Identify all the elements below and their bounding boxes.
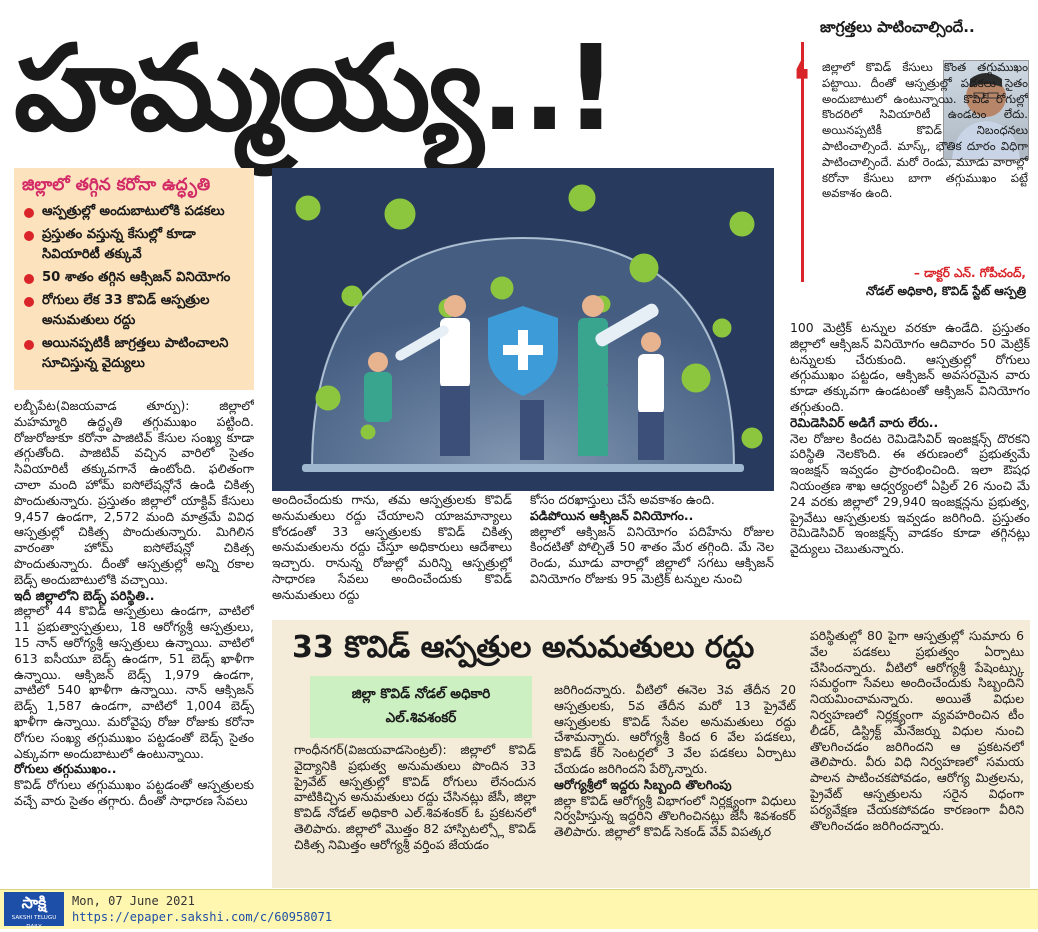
highlight-item: ఆస్పత్రుల్లో అందుబాటులోకి పడకలు xyxy=(22,202,246,222)
paragraph: జరిగిందన్నారు. వీటిలో ఈనెల 3వ తేదీన 20 ఆస్పత్రులకు, 5వ తేదీన మరో 13 ప్రైవేట్ ఆస్పత్రులకు కొవిడ్ సేవల అనుమతులు రద్దు చేశామన్నారు. ఆరోగ్యశ్రీ కింద 6 వేల పడకలు, కొవిడ్ కేర్ సెంటర్లలో 3 వేల పడకలు ఏర్పాటు చేయడం జరిగిందని పేర్కొన్నారు. xyxy=(554,682,796,776)
side-quote xyxy=(790,18,1030,300)
highlight-item: అయినప్పటికీ జాగ్రత్తలు పాటించాలని సూచిస్తున్న వైద్యులు xyxy=(22,334,246,374)
paragraph: 100 మెట్రిక్ టన్నుల వరకూ ఉండేది. ప్రస్తుతం జిల్లాలో ఆక్సిజన్ వినియోగం ఆదివారం 50 మెట్రిక్ టన్నులకు చేరుకుంది. ఆస్పత్రుల్లో రోగులు తగ్గుముఖం పట్టడం, ఆక్సిజన్ అవసరమైన వారు కూడా తక్కువగా ఉండటంతో ఆక్సిజన్ వినియోగం తగ్గుతుంది. xyxy=(790,320,1030,414)
side-quote-author-role: నోడల్ అధికారి, కొవిడ్ స్టేట్ ఆస్పత్రి xyxy=(865,284,1026,298)
sakshi-logo xyxy=(4,892,64,930)
side-quote-body: జిల్లాలో కొవిడ్ కేసులు కొంత తగ్గుముఖం పట్టాయి. దీంతో ఆస్పత్రుల్లో పడకలు సైతం అందుబాటులో ఉంటున్నాయి. కొవిడ్ రోగుల్లో కొందరిలో సివియారిటీ ఉండటం లేదు. అయినప్పటికీ కొవిడ్ నిబంధనలు పాటించాల్సిందే. మాస్క్, భౌతిక దూరం విధిగా పాటించాల్సిందే. మరో రెండు, మూడు వారాల్లో కరోనా కేసులు బాగా తగ్గుముఖం పట్టే అవకాశం ఉంది. xyxy=(822,60,1028,201)
subheading: రెమిడెసివిర్ అడిగే వారు లేరు.. xyxy=(790,414,939,430)
subheading: రోగులు తగ్గుముఖం.. xyxy=(14,761,117,777)
footer-date: Mon, 07 June 2021 xyxy=(72,894,195,908)
article-column-2 xyxy=(272,492,512,610)
story2-headline: 33 కొవిడ్ ఆస్పత్రుల అనుమతులు రద్దు xyxy=(292,630,755,665)
article-column-4 xyxy=(790,320,1030,610)
subheading: పడిపోయిన ఆక్సిజన్ వినియోగం.. xyxy=(530,507,694,523)
article-column-1 xyxy=(14,398,254,884)
highlights-list xyxy=(22,202,246,374)
paragraph: కొవిడ్ రోగులు తగ్గుముఖం పట్టడంతో ఆస్పత్రులకు వచ్చే వారు సైతం తగ్గారు. దీంతో సాధారణ సేవలు xyxy=(14,777,254,808)
main-headline: హమ్మయ్య..! xyxy=(14,19,615,157)
paragraph: జిల్లాలో 44 కొవిడ్ ఆస్పత్రులు ఉండగా, వాటిలో 11 ప్రభుత్వాస్పత్రులు, 18 ఆరోగ్యశ్రీ ఆస్పత్రులు, 15 నాన్ ఆరోగ్యశ్రీ ఆస్పత్రులు ఉన్నాయి. వాటిలో 613 ఐసీయూ బెడ్స్ ఉండగా, 51 బెడ్స్ ఖాళీగా ఉన్నాయి. ఆక్సిజన్ బెడ్స్ 1,979 ఉండగా, వాటిలో 540 ఖాళీగా ఉన్నాయి. నాన్ ఆక్సిజన్ బెడ్స్ 1,587 ఉండగా, వాటిలో 1,004 బెడ్స్ ఖాళీగా ఉన్నాయి. మరోవైపు రోజు రోజుకు కరోనా రోగుల సంఖ్య తగ్గుముఖం పట్టడంతో బెడ్స్ సైతం ఎక్కువగా అందుబాటులో ఉంటున్నాయి. xyxy=(14,603,254,761)
logo-text: సాక్షి xyxy=(21,893,47,912)
article-column-3 xyxy=(530,492,774,610)
author-line: జిల్లా కొవిడ్ నోడల్ అధికారి xyxy=(351,686,491,702)
paragraph: జిల్లాలో ఆక్సిజన్ వినియోగం పదిహేను రోజుల కిందటితో పోల్చితే 50 శాతం మేర తగ్గింది. మే నెల రెండు, మూడు వారాల్లో జిల్లాలో సగటు ఆక్సిజన్ వినియోగం రోజుకు 95 మెట్రిక్ టన్నుల నుంచి xyxy=(530,523,774,586)
highlights-box xyxy=(14,168,254,390)
illustration xyxy=(272,168,774,491)
highlights-title: జిల్లాలో తగ్గిన కరోనా ఉద్ధృతి xyxy=(22,175,211,195)
story2-column-1 xyxy=(294,742,536,884)
author-name: ఎల్.శివశంకర్ xyxy=(385,710,457,726)
highlight-item: ప్రస్తుతం వస్తున్న కేసుల్లో కూడా సివియారిటీ తక్కువే xyxy=(22,225,246,265)
highlight-item: రోగులు లేక 33 కొవిడ్ ఆస్పత్రుల అనుమతులు రద్దు xyxy=(22,291,246,331)
side-quote-title: జాగ్రత్తలు పాటించాల్సిందే.. xyxy=(820,18,975,36)
highlight-item: 50 శాతం తగ్గిన ఆక్సిజన్ వినియోగం xyxy=(22,268,246,288)
paragraph: కోసం దరఖాస్తులు చేసే అవకాశం ఉంది. xyxy=(530,492,715,507)
subheading: ఆరోగ్యశ్రీలో ఇద్దరు సిబ్బంది తొలగింపు xyxy=(554,776,732,792)
subheading: ఇదీ జిల్లాలోని బెడ్స్ పరిస్థితి.. xyxy=(14,587,155,603)
virus-shield-illustration xyxy=(272,168,774,491)
quote-mark-icon: ❛ xyxy=(792,50,811,113)
story2-column-3 xyxy=(810,628,1024,884)
story2-author-box xyxy=(310,676,532,738)
side-quote-author: – డాక్టర్ ఎన్. గోపీచంద్, xyxy=(913,266,1026,280)
paragraph: పరిస్థితుల్లో 80 పైగా ఆస్పత్రుల్లో సుమారు 6 వేల పడకలు ప్రభుత్వం ఏర్పాటు చేసిందన్నారు. వీటిలో ఆరోగ్యశ్రీ పేషెంట్స్కు సమర్థంగా సేవలు అందించేందుకు సిబ్బందిని నియమించామన్నారు. అయితే విధుల నిర్వహణలో నిర్లక్ష్యంగా వ్యవహరించిన టీం లీడర్, డిస్ట్రిక్ట్ మేనేజర్ను విధుల నుంచి తొలగించడం జరిగిందని ఆ ప్రకటనలో తెలిపారు. వీరు విధి నిర్వహణలో సమయ పాలన పాటించకపోవడం, ఆరోగ్య మిత్రలను, ప్రైవేట్ ఆస్పత్రులను సరైన విధంగా పర్యవేక్షణ చేయకపోవడం కారణంగా వీరిని తొలగించడం జరిగిందన్నారు. xyxy=(810,628,1024,833)
story2-column-2 xyxy=(554,682,796,884)
paragraph: గాంధీనగర్(విజయవాడసెంట్రల్): జిల్లాలో కొవిడ్ వైద్యానికి ప్రభుత్వ అనుమతులు పొందిన 33 ప్రైవేట్ ఆస్పత్రుల్లో కొవిడ్ రోగులు లేనందున వాటికిచ్చిన అనుమతులు రద్దు చేసినట్లు జేసీ, జిల్లా కొవిడ్ నోడల్ అధికారి ఎల్.శివశంకర్ ఓ ప్రకటనలో తెలిపారు. జిల్లాలో మొత్తం 82 హాస్పిటల్స్లో కొవిడ్ చికిత్స నిమిత్తం ఆరోగ్యశ్రీ వర్తింప జేయడం xyxy=(294,742,536,852)
paragraph: లబ్బీపేట(విజయవాడ తూర్పు): జిల్లాలో మహమ్మారి ఉద్ధృతి తగ్గుముఖం పట్టింది. రోజురోజుకూ కరోనా పాజిటివ్ కేసుల సంఖ్య కూడా తగ్గుతోంది. పాజిటివ్ వచ్చిన వారిలో సైతం సివియారిటీ తక్కువగానే ఉంటోంది. ఫలితంగా చాలా మంది హోమ్ ఐసోలేషన్లోనే ఉండి చికిత్స పొందుతున్నారు. ప్రస్తుతం జిల్లాలో యాక్టివ్ కేసులు 9,457 ఉండగా, 2,572 మంది మాత్రమే వివిధ ఆస్పత్రుల్లో చికిత్స పొందుతున్నారు. మిగిలిన వారంతా హోమ్ ఐసోలేషన్లో చికిత్స పొందుతున్నారు. దీంతో ఆస్పత్రుల్లో అన్ని రకాల బెడ్స్ అందుబాటులోకి వచ్చాయి. xyxy=(14,398,254,587)
logo-subtext: SAKSHI TELUGU DAILY xyxy=(11,915,57,930)
paragraph: నెల రోజుల కిందట రెమిడెసివిర్ ఇంజక్షన్స్ దొరకని పరిస్థితి నెలకొంది. ఈ తరుణంలో ప్రభుత్వమే ఇంజక్షన్ ఇవ్వడం ప్రారంభించింది. ఇలా ఔషధ నియంత్రణ శాఖ ఆధ్వర్యంలో ఏప్రిల్ 26 నుంచి మే 24 వరకు జిల్లాలో 29,940 ఇంజక్షన్లను ప్రభుత్వ, ప్రైవేటు ఆస్పత్రులకు ఇవ్వడం జరిగింది. ప్రస్తుతం రెమిడెసివిర్ ఇంజక్షన్స్ వాడకం కూడా తగ్గినట్లు వైద్యులు చెబుతున్నారు. xyxy=(790,430,1030,557)
paragraph: అందించేందుకు గాను, తమ ఆస్పత్రులకు కొవిడ్ అనుమతులు రద్దు చేయాలని యాజమాన్యాలు కోరడంతో 33 ఆస్పత్రులకు కొవిడ్ చికిత్స అనుమతులను రద్దు చేస్తూ అధికారులు ఆదేశాలు ఇచ్చారు. రానున్న రోజుల్లో మరిన్ని ఆస్పత్రుల్లో సాధారణ సేవలు అందించేందుకు కొవిడ్ అనుమతులు రద్దు xyxy=(272,492,512,602)
paragraph: జిల్లా కొవిడ్ ఆరోగ్యశ్రీ విభాగంలో నిర్లక్ష్యంగా విధులు నిర్వహిస్తున్న ఇద్దరిని తొలగించినట్లు జేసీ శివశంకర్ తెలిపారు. జిల్లాలో కొవిడ్ సెకండ్ వేవ్ విపత్కర xyxy=(554,792,796,840)
footer-url[interactable]: https://epaper.sakshi.com/c/60958071 xyxy=(72,910,333,924)
